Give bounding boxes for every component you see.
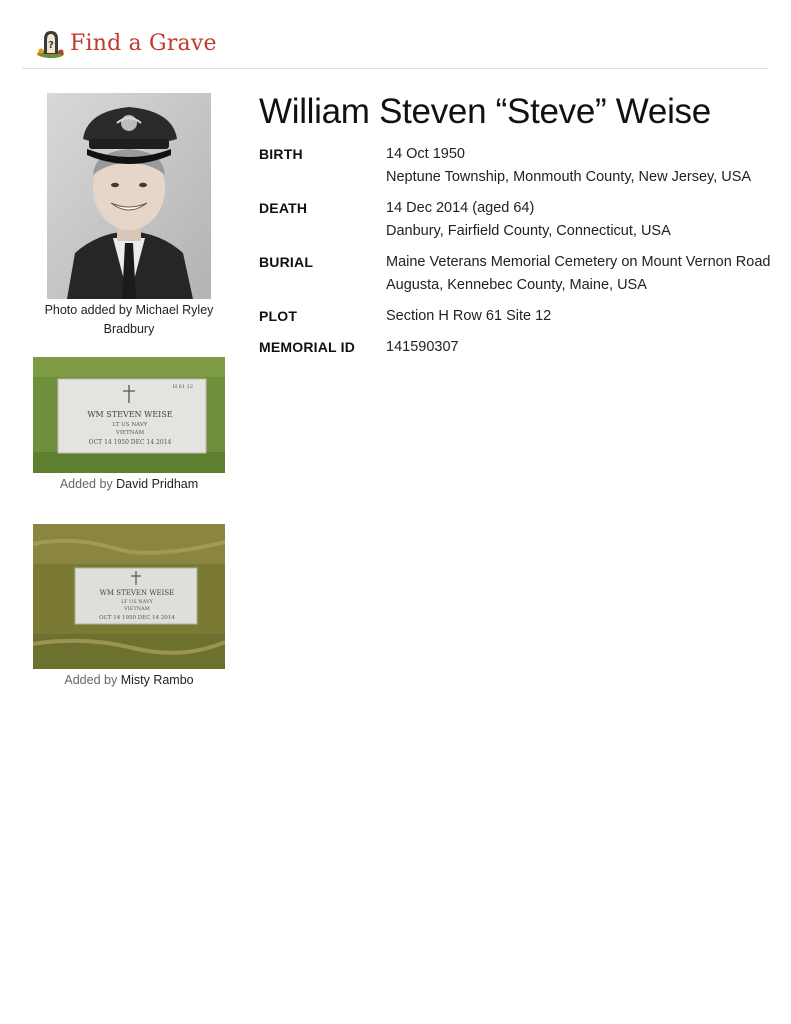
stone1-dates-text: OCT 14 1950 DEC 14 2014 <box>88 439 172 446</box>
burial-cemetery[interactable]: Maine Veterans Memorial Cemetery on Mount Vernon Road <box>386 254 771 270</box>
caption-prefix: Added by <box>59 477 113 491</box>
birth-label: BIRTH <box>259 146 303 162</box>
headstone-photo-1[interactable] <box>33 357 225 473</box>
stone1-plot-text: H 61 12 <box>172 384 193 390</box>
birth-date: 14 Oct 1950 <box>386 146 465 162</box>
stone2-war-text: VIETNAM <box>124 606 150 612</box>
plot-value <box>386 305 551 328</box>
plot-text: Section H Row 61 Site 12 <box>386 308 552 324</box>
stone1-rank-text: LT US NAVY <box>112 422 148 428</box>
plot-label: PLOT <box>259 308 298 324</box>
headstone-photo-2[interactable] <box>33 524 225 669</box>
stone2-rank-text: LT US NAVY <box>121 599 153 605</box>
contributor-link[interactable]: David Pridham <box>116 477 199 491</box>
portrait-photo[interactable] <box>47 93 211 299</box>
burial-place[interactable]: Augusta, Kennebec County, Maine, USA <box>386 277 647 293</box>
caption-prefix: Added by <box>64 673 118 687</box>
burial-value <box>386 251 770 297</box>
death-date: 14 Dec 2014 (aged 64) <box>386 200 535 216</box>
memorial-id-text: 141590307 <box>386 339 459 355</box>
headstone-photo-2-caption <box>33 671 225 690</box>
death-value <box>386 197 671 243</box>
memorial-id-label: MEMORIAL ID <box>259 339 356 355</box>
header-divider <box>22 68 768 69</box>
contributor-link[interactable]: Misty Rambo <box>120 673 194 687</box>
birth-value <box>386 143 751 189</box>
svg-text:?: ? <box>48 40 54 51</box>
headstone-photo-1-caption <box>33 475 225 494</box>
stone1-war-text: VIETNAM <box>115 430 145 436</box>
stone1-name-text: WM STEVEN WEISE <box>87 410 173 419</box>
portrait-caption <box>36 301 222 339</box>
logo-mark-icon <box>36 27 66 59</box>
stone2-dates-text: OCT 14 1950 DEC 14 2014 <box>99 615 175 621</box>
stone2-name-text: WM STEVEN WEISE <box>99 589 175 597</box>
findagrave-logo[interactable] <box>36 26 217 60</box>
death-place[interactable]: Danbury, Fairfield County, Connecticut, USA <box>386 223 671 239</box>
death-label: DEATH <box>259 200 308 216</box>
burial-label: BURIAL <box>259 254 314 270</box>
logo-wordmark: Find a Grave <box>70 30 217 56</box>
memorial-name: William Steven “Steve” Weise <box>259 92 711 131</box>
portrait-caption-line1: Photo added by Michael Ryley <box>44 303 214 317</box>
memorial-id-value <box>386 336 459 359</box>
portrait-caption-line2[interactable]: Bradbury <box>103 322 155 336</box>
birth-place[interactable]: Neptune Township, Monmouth County, New Jersey, USA <box>386 169 752 185</box>
page-header <box>0 0 791 70</box>
